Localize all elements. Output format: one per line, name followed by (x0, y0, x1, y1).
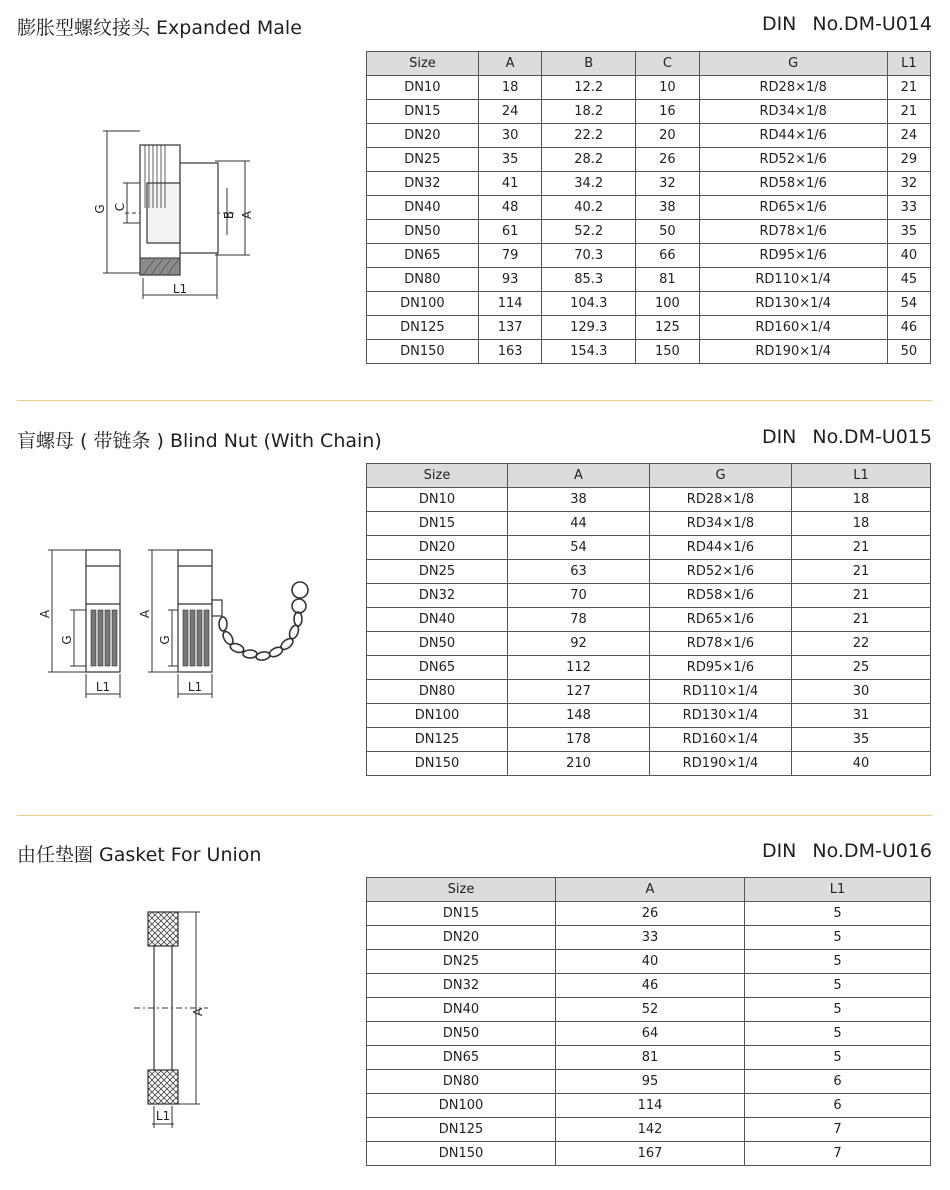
product-code: No.DM-U016 (812, 840, 932, 862)
table-cell: 64 (556, 1022, 745, 1046)
table-cell: RD52×1/6 (650, 560, 792, 584)
dim-label-g: G (60, 635, 74, 645)
col-header: B (542, 52, 636, 76)
section-code (762, 13, 932, 35)
table-cell: DN32 (367, 584, 508, 608)
table-cell: DN100 (367, 704, 508, 728)
table-cell: 54 (508, 536, 650, 560)
dim-label-l1: L1 (155, 1109, 171, 1123)
product-code: No.DM-U015 (812, 426, 932, 448)
table-row (367, 1070, 931, 1094)
spec-table (366, 51, 931, 364)
table-row (367, 656, 931, 680)
table-cell: 40 (887, 244, 930, 268)
table-row (367, 728, 931, 752)
table-cell: 7 (745, 1142, 931, 1166)
table-cell: RD190×1/4 (699, 340, 887, 364)
table-cell: 41 (478, 172, 541, 196)
table-cell: DN32 (367, 974, 556, 998)
table-cell: 154.3 (542, 340, 636, 364)
table-row (367, 292, 931, 316)
table-cell: RD34×1/8 (650, 512, 792, 536)
table-cell: 26 (636, 148, 699, 172)
table-cell: DN65 (367, 1046, 556, 1070)
table-row (367, 926, 931, 950)
table-cell: DN20 (367, 926, 556, 950)
table-cell: 30 (792, 680, 931, 704)
table-row (367, 124, 931, 148)
col-header: A (556, 878, 745, 902)
table-cell: RD160×1/4 (650, 728, 792, 752)
table-cell: DN15 (367, 512, 508, 536)
table-cell: 40 (556, 950, 745, 974)
table-cell: DN25 (367, 560, 508, 584)
table-cell: RD95×1/6 (650, 656, 792, 680)
dim-label-l1: L1 (172, 282, 188, 296)
table-cell: DN80 (367, 1070, 556, 1094)
table-cell: 5 (745, 1022, 931, 1046)
table-cell: 21 (887, 100, 930, 124)
table-cell: 46 (556, 974, 745, 998)
table-cell: 127 (508, 680, 650, 704)
gasket-drawing (128, 906, 228, 1136)
table-cell: RD44×1/6 (699, 124, 887, 148)
table-cell: 38 (508, 488, 650, 512)
table-cell: 21 (792, 560, 931, 584)
table-cell: DN80 (367, 268, 479, 292)
table-cell: 95 (556, 1070, 745, 1094)
table-cell: 21 (792, 536, 931, 560)
table-cell: 104.3 (542, 292, 636, 316)
table-cell: 22.2 (542, 124, 636, 148)
table-cell: DN25 (367, 950, 556, 974)
table-cell: 29 (887, 148, 930, 172)
table-cell: RD130×1/4 (699, 292, 887, 316)
table-cell: 24 (478, 100, 541, 124)
table-cell: 45 (887, 268, 930, 292)
col-header: G (699, 52, 887, 76)
table-cell: 178 (508, 728, 650, 752)
table-cell: RD52×1/6 (699, 148, 887, 172)
table-row (367, 584, 931, 608)
section-blind-nut (0, 426, 950, 796)
section-title: 膨胀型螺纹接头 Expanded Male (17, 17, 302, 39)
standard-label: DIN (761, 840, 797, 862)
table-cell: 114 (556, 1094, 745, 1118)
table-cell: 114 (478, 292, 541, 316)
table-cell: RD58×1/6 (699, 172, 887, 196)
table-cell: DN125 (367, 316, 479, 340)
dim-label-c: C (113, 202, 127, 212)
table-row (367, 974, 931, 998)
table-cell: 54 (887, 292, 930, 316)
table-row (367, 536, 931, 560)
table-cell: 32 (887, 172, 930, 196)
col-header: A (508, 464, 650, 488)
table-cell: 50 (887, 340, 930, 364)
section-code (762, 426, 932, 448)
table-cell: DN15 (367, 902, 556, 926)
table-cell: 142 (556, 1118, 745, 1142)
table-cell: 93 (478, 268, 541, 292)
table-cell: 40.2 (542, 196, 636, 220)
col-header: G (650, 464, 792, 488)
table-cell: RD44×1/6 (650, 536, 792, 560)
table-cell: 28.2 (542, 148, 636, 172)
table-cell: 70.3 (542, 244, 636, 268)
table-cell: RD34×1/8 (699, 100, 887, 124)
section-divider (17, 400, 932, 401)
table-cell: 70 (508, 584, 650, 608)
table-cell: 32 (636, 172, 699, 196)
table-cell: DN80 (367, 680, 508, 704)
table-cell: 112 (508, 656, 650, 680)
table-cell: 78 (508, 608, 650, 632)
table-cell: 52 (556, 998, 745, 1022)
dim-label-a: A (138, 609, 152, 619)
table-cell: RD95×1/6 (699, 244, 887, 268)
table-row (367, 100, 931, 124)
table-row (367, 512, 931, 536)
table-row (367, 950, 931, 974)
table-cell: DN100 (367, 292, 479, 316)
col-header: L1 (745, 878, 931, 902)
table-cell: 18 (792, 488, 931, 512)
table-row (367, 76, 931, 100)
table-cell: 85.3 (542, 268, 636, 292)
table-cell: 92 (508, 632, 650, 656)
spec-table (366, 463, 931, 776)
section-title: 盲螺母 ( 带链条 ) Blind Nut (With Chain) (17, 430, 382, 452)
table-cell: RD130×1/4 (650, 704, 792, 728)
section-title: 由任垫圈 Gasket For Union (17, 844, 262, 866)
table-header-row (367, 878, 931, 902)
table-row (367, 488, 931, 512)
table-cell: 12.2 (542, 76, 636, 100)
table-cell: DN10 (367, 488, 508, 512)
table-cell: 21 (792, 584, 931, 608)
dim-label-g: G (93, 204, 107, 214)
blind-nut-drawing (38, 544, 328, 704)
table-row (367, 1022, 931, 1046)
table-cell: 150 (636, 340, 699, 364)
dim-label-a: A (191, 1007, 205, 1017)
table-cell: 125 (636, 316, 699, 340)
table-cell: 20 (636, 124, 699, 148)
table-cell: DN65 (367, 656, 508, 680)
dim-label-l1: L1 (187, 680, 203, 694)
table-cell: 46 (887, 316, 930, 340)
table-cell: 81 (556, 1046, 745, 1070)
table-body (367, 488, 931, 776)
table-cell: 38 (636, 196, 699, 220)
table-cell: DN65 (367, 244, 479, 268)
dim-label-l1: L1 (95, 680, 111, 694)
table-cell: DN150 (367, 340, 479, 364)
table-cell: DN32 (367, 172, 479, 196)
expanded-male-drawing (85, 123, 265, 303)
table-cell: DN150 (367, 1142, 556, 1166)
table-row (367, 1094, 931, 1118)
table-cell: 18 (478, 76, 541, 100)
table-row (367, 1046, 931, 1070)
table-cell: 40 (792, 752, 931, 776)
table-cell: 6 (745, 1070, 931, 1094)
table-cell: 61 (478, 220, 541, 244)
table-cell: 18.2 (542, 100, 636, 124)
table-cell: 35 (887, 220, 930, 244)
table-cell: 10 (636, 76, 699, 100)
table-body (367, 902, 931, 1166)
table-cell: RD78×1/6 (650, 632, 792, 656)
table-row (367, 244, 931, 268)
table-cell: 167 (556, 1142, 745, 1166)
dim-label-g: G (158, 635, 172, 645)
table-cell: DN40 (367, 196, 479, 220)
table-header-row (367, 52, 931, 76)
table-row (367, 148, 931, 172)
table-cell: DN25 (367, 148, 479, 172)
table-cell: DN10 (367, 76, 479, 100)
table-row (367, 1142, 931, 1166)
table-cell: DN50 (367, 220, 479, 244)
table-cell: 24 (887, 124, 930, 148)
table-cell: 137 (478, 316, 541, 340)
col-header: C (636, 52, 699, 76)
dim-label-a: A (240, 210, 254, 220)
table-row (367, 752, 931, 776)
table-cell: 63 (508, 560, 650, 584)
section-expanded-male (0, 13, 950, 383)
table-cell: 16 (636, 100, 699, 124)
table-cell: 52.2 (542, 220, 636, 244)
standard-label: DIN (761, 426, 797, 448)
table-cell: 44 (508, 512, 650, 536)
table-cell: RD28×1/8 (650, 488, 792, 512)
table-cell: DN150 (367, 752, 508, 776)
table-row (367, 608, 931, 632)
table-cell: 5 (745, 902, 931, 926)
table-cell: 35 (792, 728, 931, 752)
table-cell: 31 (792, 704, 931, 728)
table-cell: 79 (478, 244, 541, 268)
table-cell: RD160×1/4 (699, 316, 887, 340)
table-cell: 18 (792, 512, 931, 536)
col-header: A (478, 52, 541, 76)
table-cell: DN15 (367, 100, 479, 124)
table-cell: DN50 (367, 632, 508, 656)
table-cell: RD58×1/6 (650, 584, 792, 608)
table-cell: DN125 (367, 1118, 556, 1142)
col-header: L1 (792, 464, 931, 488)
table-cell: DN40 (367, 998, 556, 1022)
table-row (367, 1118, 931, 1142)
table-cell: 34.2 (542, 172, 636, 196)
table-row (367, 172, 931, 196)
table-row (367, 316, 931, 340)
table-row (367, 632, 931, 656)
section-divider (17, 815, 932, 816)
spec-table (366, 877, 931, 1166)
table-cell: RD190×1/4 (650, 752, 792, 776)
table-cell: 5 (745, 1046, 931, 1070)
table-cell: 81 (636, 268, 699, 292)
table-cell: 50 (636, 220, 699, 244)
product-code: No.DM-U014 (812, 13, 932, 35)
table-cell: RD78×1/6 (699, 220, 887, 244)
table-header-row (367, 464, 931, 488)
table-cell: 5 (745, 950, 931, 974)
table-cell: 5 (745, 926, 931, 950)
dim-label-a: A (38, 609, 52, 619)
col-header: Size (367, 464, 508, 488)
table-cell: 100 (636, 292, 699, 316)
table-cell: 48 (478, 196, 541, 220)
table-cell: DN20 (367, 536, 508, 560)
table-cell: 5 (745, 974, 931, 998)
table-cell: 35 (478, 148, 541, 172)
table-row (367, 560, 931, 584)
table-cell: 148 (508, 704, 650, 728)
table-cell: 210 (508, 752, 650, 776)
table-body (367, 76, 931, 364)
table-cell: 6 (745, 1094, 931, 1118)
table-cell: 30 (478, 124, 541, 148)
dim-label-b: B (222, 210, 236, 220)
table-cell: 33 (556, 926, 745, 950)
table-row (367, 998, 931, 1022)
table-row (367, 220, 931, 244)
table-cell: DN50 (367, 1022, 556, 1046)
table-cell: RD110×1/4 (699, 268, 887, 292)
col-header: L1 (887, 52, 930, 76)
table-cell: 25 (792, 656, 931, 680)
col-header: Size (367, 878, 556, 902)
table-row (367, 268, 931, 292)
table-cell: DN40 (367, 608, 508, 632)
table-cell: 33 (887, 196, 930, 220)
table-cell: DN20 (367, 124, 479, 148)
section-code (762, 840, 932, 862)
table-cell: 22 (792, 632, 931, 656)
table-cell: RD28×1/8 (699, 76, 887, 100)
section-gasket (0, 840, 950, 1180)
table-cell: 26 (556, 902, 745, 926)
table-cell: DN100 (367, 1094, 556, 1118)
table-cell: RD65×1/6 (699, 196, 887, 220)
table-cell: 129.3 (542, 316, 636, 340)
table-cell: 21 (887, 76, 930, 100)
table-row (367, 902, 931, 926)
table-cell: 163 (478, 340, 541, 364)
table-cell: RD110×1/4 (650, 680, 792, 704)
table-row (367, 680, 931, 704)
table-cell: RD65×1/6 (650, 608, 792, 632)
table-cell: DN125 (367, 728, 508, 752)
table-cell: 5 (745, 998, 931, 1022)
table-cell: 21 (792, 608, 931, 632)
col-header: Size (367, 52, 479, 76)
standard-label: DIN (761, 13, 797, 35)
table-cell: 66 (636, 244, 699, 268)
table-row (367, 340, 931, 364)
table-cell: 7 (745, 1118, 931, 1142)
table-row (367, 704, 931, 728)
table-row (367, 196, 931, 220)
